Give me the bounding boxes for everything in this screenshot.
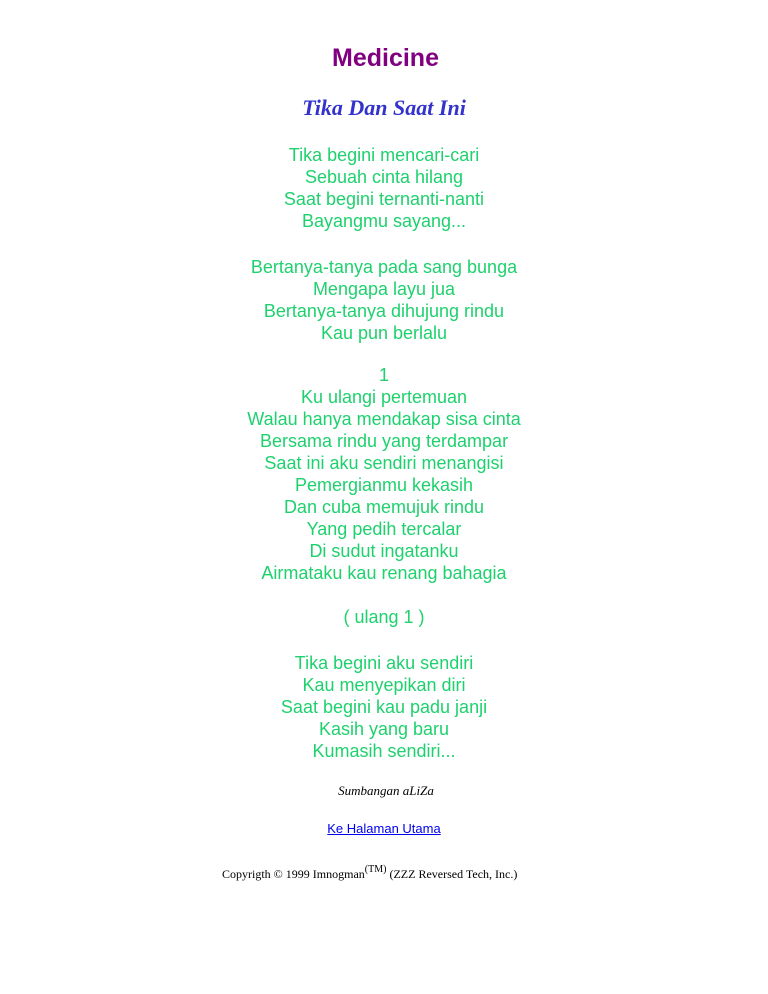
home-link[interactable]: Ke Halaman Utama [327,821,441,836]
lyric-line: Di sudut ingatanku [309,541,459,561]
lyric-line: Saat begini ternanti-nanti [283,189,485,209]
lyric-line: Bertanya-tanya dihujung rindu [263,301,505,321]
contributor-credit: Sumbangan aLiZa [338,783,434,798]
stanza-4 [0,652,768,762]
copyright-suffix: (ZZZ Reversed Tech, Inc.) [386,867,518,881]
repeat-marker: ( ulang 1 ) [343,607,425,627]
copyright-notice [222,858,517,886]
lyric-line: Bersama rindu yang terdampar [259,431,509,451]
contributor-band [0,782,768,800]
chorus-number: 1 [378,365,389,385]
lyric-line: Tika begini aku sendiri [294,653,474,673]
stanza-2 [0,256,768,344]
lyric-line: Walau hanya mendakap sisa cinta [247,409,521,429]
home-link-band [0,820,768,838]
lyric-line: Saat begini kau padu janji [280,697,488,717]
lyric-line: Kumasih sendiri... [312,741,456,761]
lyric-line: Ku ulangi pertemuan [300,387,468,407]
lyric-line: Dan cuba memujuk rindu [283,497,485,517]
stanza-1 [0,144,768,232]
page-title: Medicine [332,44,439,72]
song-title: Tika Dan Saat Ini [302,95,466,120]
stanza-3-chorus [0,364,768,584]
lyric-line: Pemergianmu kekasih [294,475,474,495]
lyric-line: Bertanya-tanya pada sang bunga [250,257,518,277]
lyric-line: Mengapa layu jua [312,279,456,299]
song-title-band [0,94,768,122]
lyric-line: Kau menyepikan diri [302,675,466,695]
trademark-mark: (TM) [364,864,387,875]
lyric-line: Tika begini mencari-cari [288,145,480,165]
lyric-line: Yang pedih tercalar [306,519,462,539]
repeat-marker-band [0,606,768,628]
lyric-line: Sebuah cinta hilang [304,167,464,187]
lyric-line: Airmataku kau renang bahagia [261,563,507,583]
lyric-line: Bayangmu sayang... [301,211,467,231]
lyric-line: Kasih yang baru [318,719,450,739]
copyright-prefix: Copyrigth © 1999 Imnogman [222,867,365,881]
lyric-line: Saat ini aku sendiri menangisi [264,453,504,473]
lyric-line: Kau pun berlalu [320,323,448,343]
title-band [0,42,768,74]
